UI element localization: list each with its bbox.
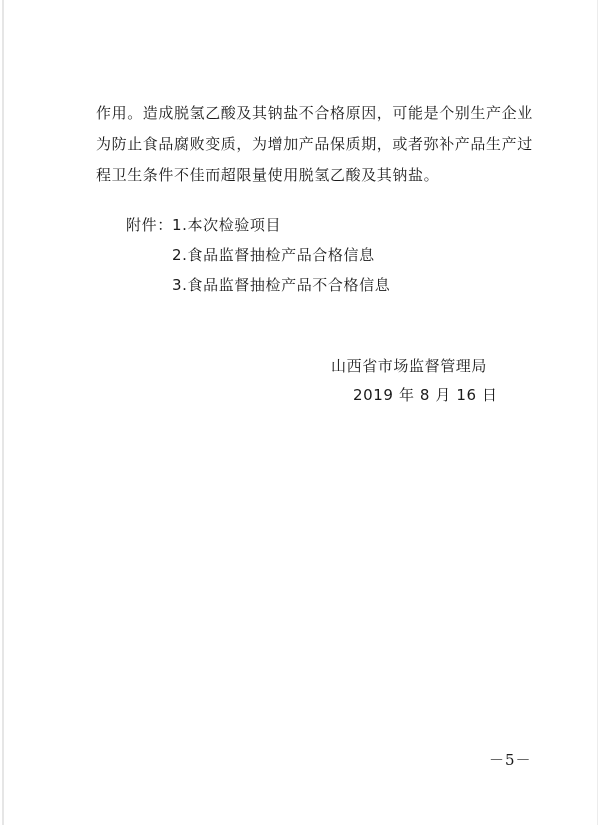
issue-date: 2019 年 8 月 16 日 bbox=[353, 386, 498, 404]
attachments-list bbox=[126, 210, 390, 300]
attachments-label: 附件： bbox=[126, 216, 173, 234]
body-line: 程卫生条件不佳而超限量使用脱氢乙酸及其钠盐。 bbox=[96, 166, 440, 184]
page-number: －5－ bbox=[489, 751, 532, 769]
body-line: 作用。造成脱氢乙酸及其钠盐不合格原因，可能是个别生产企业 bbox=[96, 104, 533, 122]
issuing-organization: 山西省市场监督管理局 bbox=[331, 357, 488, 375]
attachment-item-text: 2.食品监督抽检产品合格信息 bbox=[172, 246, 375, 264]
attachment-item bbox=[126, 240, 390, 270]
attachment-item bbox=[126, 270, 390, 300]
attachment-indent bbox=[126, 240, 172, 270]
page-edge-left bbox=[2, 0, 4, 825]
attachment-item-text: 3.食品监督抽检产品不合格信息 bbox=[172, 276, 391, 294]
attachment-item-text: 1.本次检验项目 bbox=[172, 216, 282, 234]
body-paragraph bbox=[96, 98, 556, 191]
page-edge-right bbox=[597, 0, 598, 825]
body-line: 为防止食品腐败变质，为增加产品保质期，或者弥补产品生产过 bbox=[96, 135, 533, 153]
attachment-indent bbox=[126, 270, 172, 300]
attachment-item bbox=[126, 210, 390, 240]
